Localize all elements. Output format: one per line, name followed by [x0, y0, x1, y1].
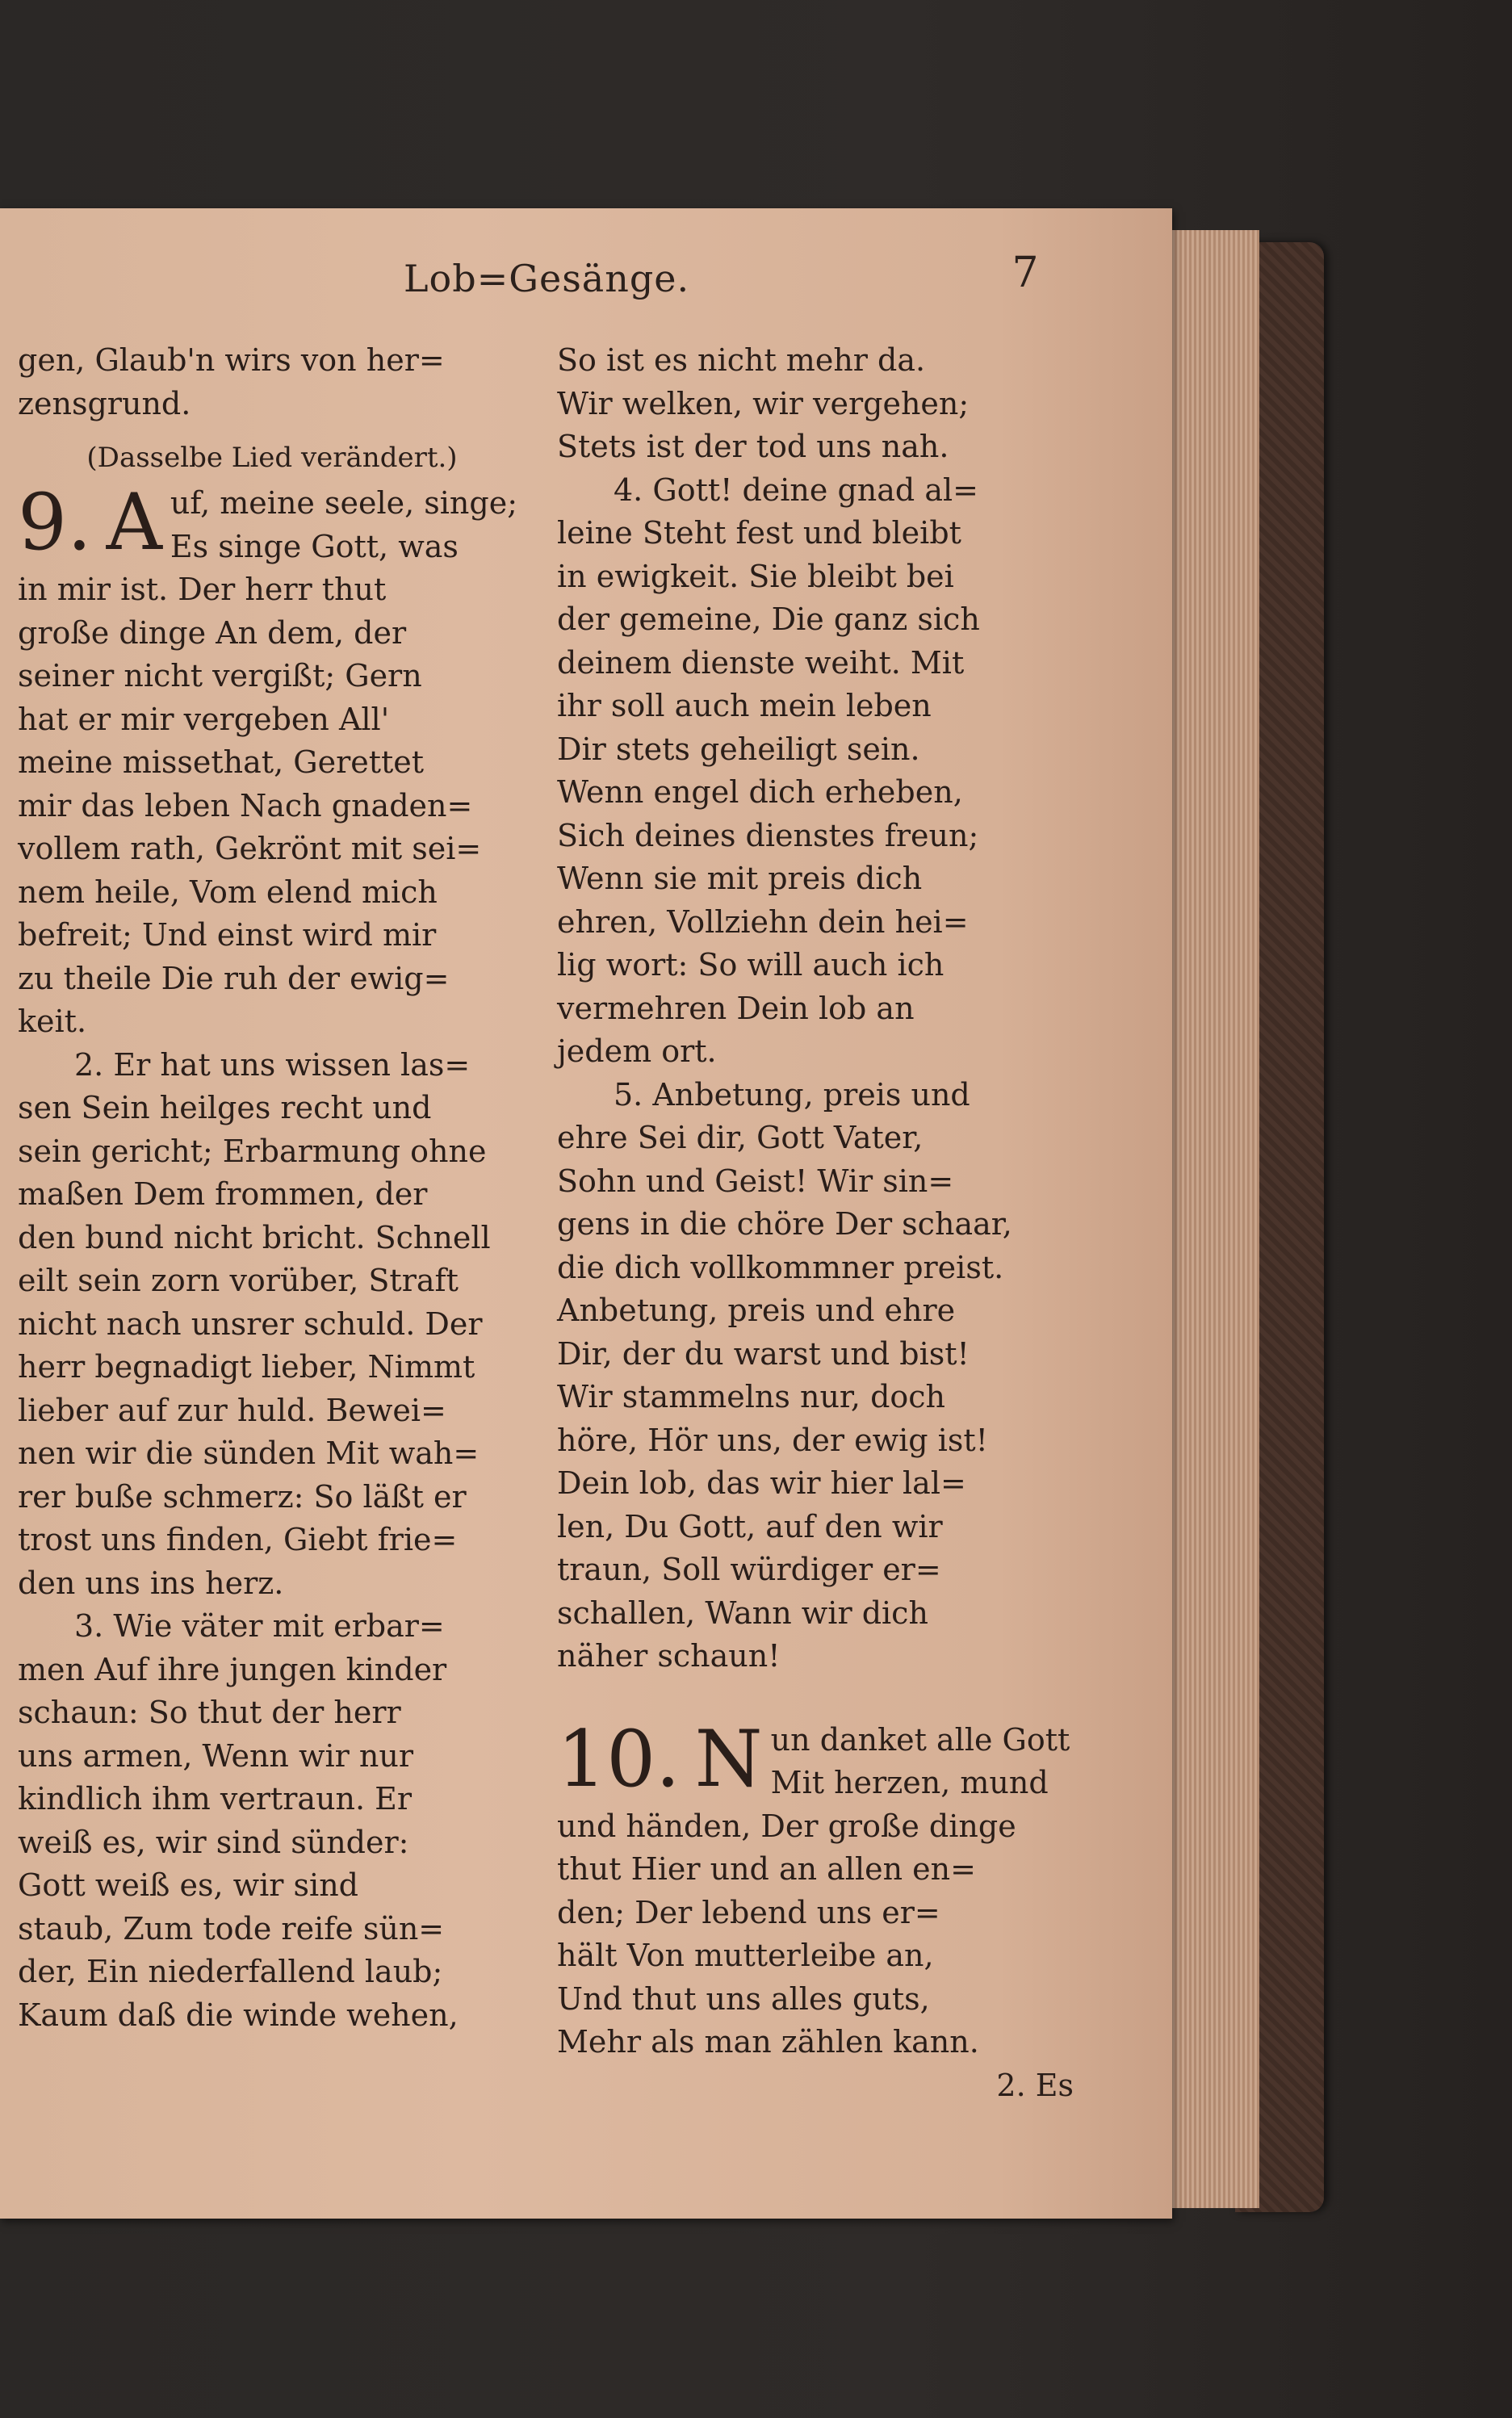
- text-line: uns armen, Wenn wir nur: [18, 1737, 414, 1774]
- text-line: Wir welken, wir vergehen;: [557, 385, 970, 421]
- text-line: lieber auf zur huld. Bewei=: [18, 1392, 446, 1428]
- text-line: Mehr als man zählen kann.: [557, 2024, 979, 2060]
- text-line: zensgrund.: [18, 385, 191, 421]
- text-line: schallen, Wann wir dich: [557, 1595, 928, 1631]
- text-line: meine missethat, Gerettet: [18, 744, 425, 780]
- text-line: schaun: So thut der herr: [18, 1695, 401, 1730]
- text-line: hält Von mutterleibe an,: [557, 1938, 934, 1973]
- text-line: den bund nicht bricht. Schnell: [18, 1219, 491, 1255]
- text-line: Wenn sie mit preis dich: [557, 861, 923, 896]
- text-line: Kaum daß die winde wehen,: [18, 1997, 459, 2033]
- running-title: Lob=Gesänge.: [404, 257, 690, 300]
- text-line: un danket alle Gott: [770, 1721, 1070, 1758]
- text-line: lig wort: So will auch ich: [557, 947, 944, 983]
- right-column: [557, 339, 1074, 2107]
- hymn-number: 9.: [18, 477, 92, 568]
- text-line: Anbetung, preis und ehre: [557, 1293, 956, 1328]
- page-number: 7: [1011, 249, 1039, 297]
- text-line: nicht nach unsrer schuld. Der: [18, 1305, 483, 1342]
- page-edges: [1162, 230, 1259, 2208]
- text-line: große dinge An dem, der: [18, 614, 407, 651]
- text-line: sein gericht; Erbarmung ohne: [18, 1133, 487, 1169]
- text-line: kindlich ihm vertraun. Er: [18, 1781, 413, 1817]
- text-line: weiß es, wir sind sünder:: [18, 1824, 409, 1860]
- text-line: jedem ort.: [557, 1033, 717, 1069]
- text-line: Und thut uns alles guts,: [557, 1980, 930, 2017]
- text-line: in ewigkeit. Sie bleibt bei: [557, 558, 954, 594]
- text-line: So ist es nicht mehr da.: [557, 342, 926, 378]
- text-line: trost uns finden, Giebt frie=: [18, 1522, 458, 1557]
- text-line: rer buße schmerz: So läßt er: [18, 1478, 467, 1515]
- text-line: in mir ist. Der herr thut: [18, 572, 387, 607]
- subheading: (Dasselbe Lied verändert.): [86, 442, 458, 474]
- text-line: gen, Glaub'n wirs von her=: [18, 342, 445, 378]
- text-line: die dich vollkommner preist.: [557, 1249, 1004, 1285]
- text-line: uf, meine seele, singe;: [170, 485, 518, 521]
- text-line: Es singe Gott, was: [170, 528, 459, 564]
- text-line: leine Steht fest und bleibt: [557, 515, 961, 551]
- text-line: men Auf ihre jungen kinder: [18, 1651, 447, 1687]
- text-line: Wir stammelns nur, doch: [557, 1379, 946, 1414]
- text-line: maßen Dem frommen, der: [18, 1176, 428, 1212]
- hymn-9-first-lines: [170, 482, 517, 568]
- text-line: traun, Soll würdiger er=: [557, 1552, 941, 1587]
- text-line: 3. Wie väter mit erbar=: [74, 1608, 445, 1644]
- text-line: den; Der lebend uns er=: [557, 1894, 940, 1930]
- text-line: näher schaun!: [557, 1638, 781, 1674]
- text-line: nem heile, Vom elend mich: [18, 874, 438, 910]
- drop-initial: N: [694, 1713, 763, 1804]
- text-line: herr begnadigt lieber, Nimmt: [18, 1349, 475, 1385]
- text-line: Dir stets geheiligt sein.: [557, 731, 920, 767]
- text-line: eilt sein zorn vorüber, Straft: [18, 1263, 459, 1298]
- text-line: der, Ein niederfallend laub;: [18, 1954, 443, 1989]
- text-line: den uns ins herz.: [18, 1565, 284, 1601]
- text-line: Gott weiß es, wir sind: [18, 1867, 359, 1903]
- text-line: vollem rath, Gekrönt mit sei=: [18, 831, 482, 866]
- text-line: 2. Er hat uns wissen las=: [74, 1046, 471, 1083]
- hymn-10-first-lines: [771, 1719, 1070, 1805]
- text-line: ehre Sei dir, Gott Vater,: [557, 1120, 924, 1155]
- text-line: Sich deines dienstes freun;: [557, 817, 979, 853]
- hymn-number: 10.: [557, 1713, 681, 1804]
- text-line: Wenn engel dich erheben,: [557, 774, 963, 810]
- text-line: sen Sein heilges recht und: [18, 1090, 432, 1125]
- text-line: Dir, der du warst und bist!: [557, 1335, 970, 1372]
- text-line: thut Hier und an allen en=: [557, 1851, 976, 1887]
- text-line: zu theile Die ruh der ewig=: [18, 960, 450, 996]
- text-line: ihr soll auch mein leben: [557, 688, 932, 723]
- catchword: 2. Es: [996, 2067, 1074, 2103]
- text-line: 4. Gott! deine gnad al=: [614, 471, 978, 508]
- text-line: gens in die chöre Der schaar,: [557, 1206, 1012, 1242]
- text-line: und händen, Der große dinge: [557, 1808, 1016, 1844]
- text-line: hat er mir vergeben All': [18, 701, 390, 737]
- text-line: seiner nicht vergißt; Gern: [18, 658, 422, 694]
- text-line: len, Du Gott, auf den wir: [557, 1508, 943, 1544]
- text-line: nen wir die sünden Mit wah=: [18, 1435, 480, 1471]
- text-line: 5. Anbetung, preis und: [614, 1076, 970, 1113]
- drop-initial: A: [106, 477, 162, 568]
- left-column: [18, 339, 526, 2037]
- text-line: Stets ist der tod uns nah.: [557, 429, 949, 464]
- text-line: mir das leben Nach gnaden=: [18, 787, 473, 823]
- text-line: Dein lob, das wir hier lal=: [557, 1465, 966, 1501]
- text-line: höre, Hör uns, der ewig ist!: [557, 1422, 988, 1458]
- spacer: [557, 1678, 1074, 1719]
- text-line: staub, Zum tode reife sün=: [18, 1910, 445, 1947]
- text-line: der gemeine, Die ganz sich: [557, 601, 980, 637]
- text-line: deinem dienste weiht. Mit: [557, 644, 965, 681]
- text-line: vermehren Dein lob an: [557, 990, 915, 1026]
- hymn-9-head: [18, 477, 526, 568]
- text-line: keit.: [18, 1004, 87, 1039]
- hymn-10-head: [557, 1713, 1074, 1805]
- text-line: Sohn und Geist! Wir sin=: [557, 1163, 954, 1199]
- text-line: ehren, Vollziehn dein hei=: [557, 903, 969, 940]
- text-line: Mit herzen, mund: [770, 1765, 1049, 1800]
- text-line: befreit; Und einst wird mir: [18, 917, 437, 953]
